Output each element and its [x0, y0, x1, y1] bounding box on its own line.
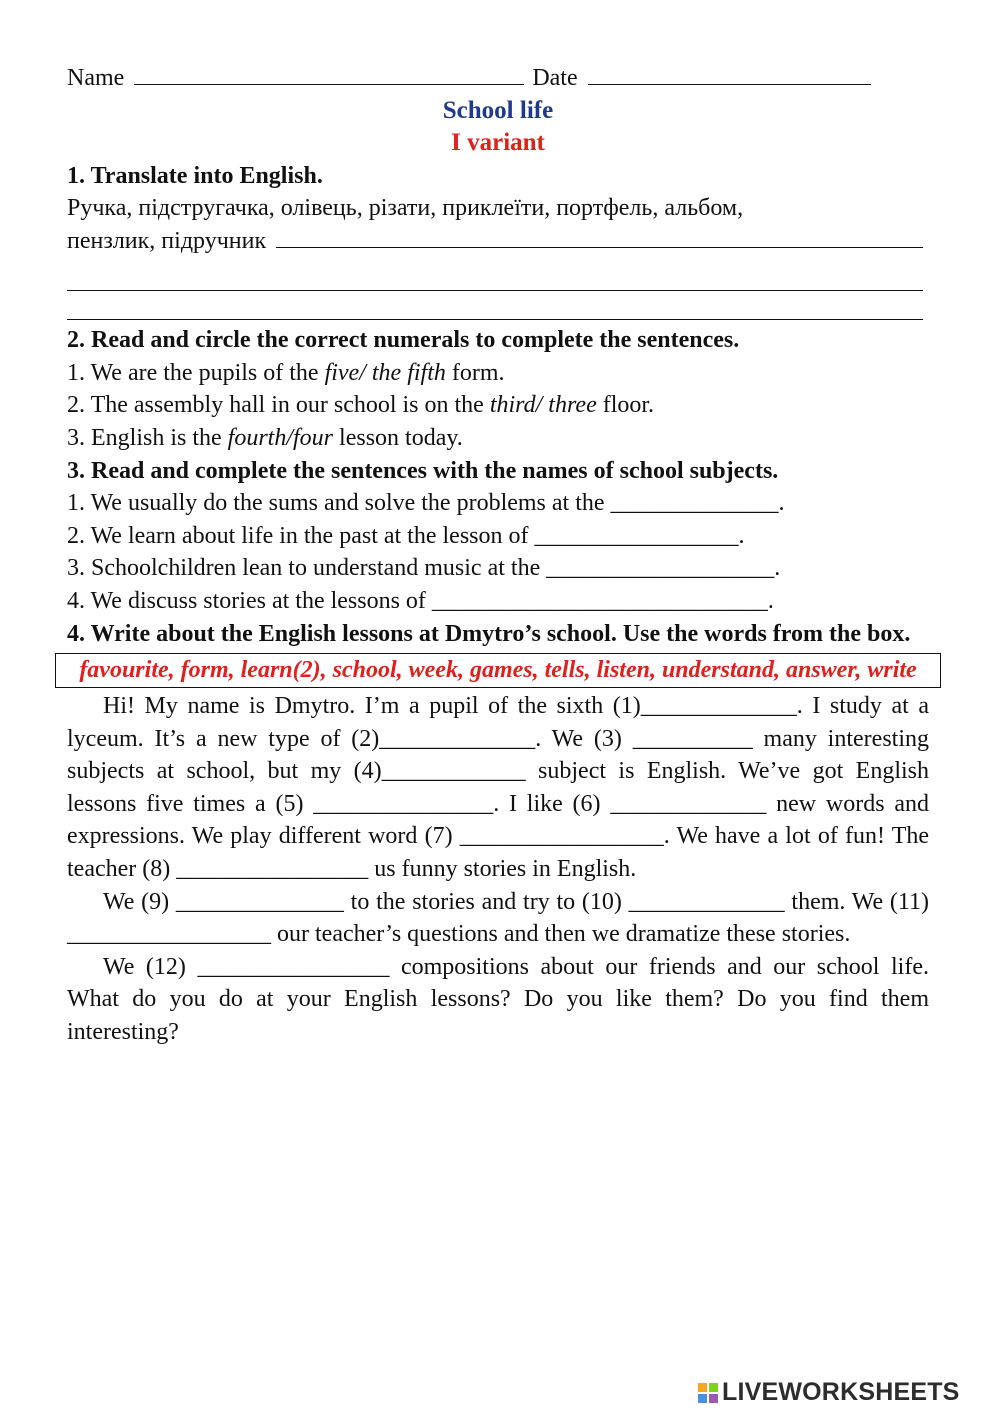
- name-blank: [134, 62, 524, 85]
- task2-item-3: [67, 422, 929, 455]
- name-date-row: [67, 62, 929, 95]
- task1-line2: пензлик, підручник: [67, 227, 267, 254]
- task2-item-2-options: third/ three: [489, 392, 597, 419]
- task3-heading: 3. Read and complete the sentences with the names of school subjects.: [67, 457, 779, 484]
- task2-item-1-pre: 1. We are the pupils of the: [67, 359, 325, 386]
- word-box: favourite, form, learn(2), school, week, games, tells, listen, understand, answer, write: [55, 653, 941, 688]
- task2-item-1-options: five/ the fifth: [324, 359, 446, 386]
- task1-line2-row: [67, 225, 929, 258]
- task4-paragraph-3: We (12) ________________ compositions about our friends and our school life. What do you do at your English lessons? Do you like them? Do you find them interesting?: [67, 953, 929, 1046]
- task1-answer-line-2: [67, 258, 923, 292]
- task4-paragraph-1: Hi! My name is Dmytro. I’m a pupil of the sixth (1)_____________. I study at a lyceum. It’s a new type of (2)_____________. We (3) __________ many interesting subjects at school, but my (4)____________ subject is English. We’ve got English lessons five times a (5) _______________. I like (6) _____________ new words and expressions. We play different word (7) _________________. We have a lot of fun! The teacher (8) ________________ us funny stories in English.: [67, 693, 929, 883]
- variant-label: I variant: [451, 129, 545, 157]
- task2-item-2-pre: 2. The assembly hall in our school is on the: [67, 392, 490, 419]
- task2-item-1-post: form.: [445, 359, 505, 386]
- task2-item-3-pre: 3. English is the: [67, 424, 228, 451]
- liveworksheets-logo: [698, 1378, 960, 1407]
- task1-answer-blank: [276, 225, 923, 248]
- date-label: Date: [532, 65, 578, 91]
- task2-item-3-options: fourth/four: [227, 424, 334, 451]
- worksheet-title: School life: [442, 96, 554, 124]
- task3-item-3: 3. Schoolchildren lean to understand music at the ___________________.: [67, 555, 781, 582]
- task2-item-2-post: floor.: [596, 392, 655, 419]
- task2-item-2: [67, 389, 929, 422]
- date-blank: [588, 62, 871, 85]
- task3-item-1: 1. We usually do the sums and solve the problems at the ______________.: [67, 490, 785, 517]
- task3-item-2: 2. We learn about life in the past at the lesson of _________________.: [67, 522, 745, 549]
- name-label: Name: [67, 65, 125, 91]
- logo-grid-icon: [698, 1383, 718, 1403]
- task1-answer-line-3: [67, 291, 923, 320]
- task4-heading: 4. Write about the English lessons at Dmytro’s school. Use the words from the box.: [67, 620, 911, 647]
- worksheet-page: [67, 62, 929, 1049]
- task1-heading: 1. Translate into English.: [67, 162, 323, 189]
- task2-item-3-post: lesson today.: [333, 424, 463, 451]
- task2-heading: 2. Read and circle the correct numerals to complete the sentences.: [67, 327, 740, 354]
- logo-text: LIVEWORKSHEETS: [722, 1378, 960, 1406]
- task1-line1: Ручка, підстругачка, олівець, різати, приклеїти, портфель, альбом,: [67, 195, 744, 222]
- task2-item-1: [67, 357, 929, 390]
- task3-item-4: 4. We discuss stories at the lessons of ____________________________.: [67, 587, 774, 614]
- task4-paragraph-2: We (9) ______________ to the stories and try to (10) _____________ them. We (11) _________________ our teacher’s questions and then we dramatize these stories.: [67, 888, 929, 948]
